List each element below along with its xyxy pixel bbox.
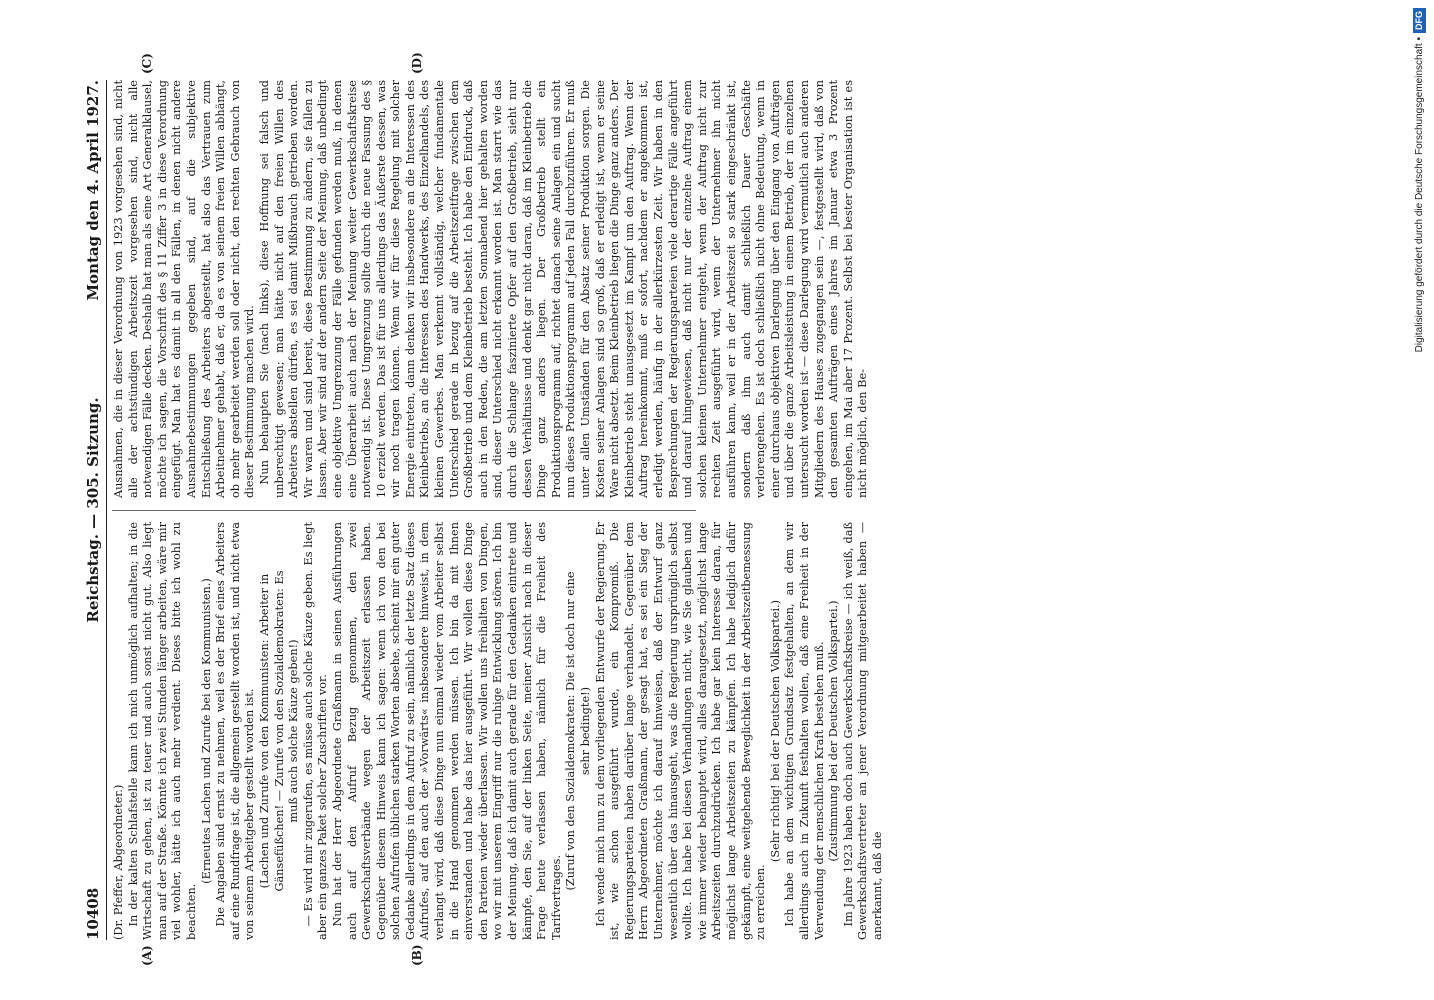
margin-marker-b: (B) (410, 944, 424, 966)
page-number: 10408 (84, 887, 102, 940)
interjection: (Sehr richtig! bei der Deutschen Volkspartei.) (768, 599, 782, 863)
dfg-credit (1410, 8, 1430, 988)
dfg-logo: DFG (1413, 8, 1426, 33)
left-column (112, 522, 884, 940)
right-column (112, 80, 870, 498)
session-title: Reichstag. — 305. Sitzung. (84, 397, 102, 623)
interjection: (Lachen und Zurufe von den Kommunisten: Arbeiter in Gänsefüßchen! — Zurufe von den Sozialdemokraten: Es muß auch solche Käuze geben!) (257, 570, 301, 892)
paragraph: Die Angaben sind ernst zu nehmen, weil es der Brief eines Arbeiters auf eine Rundfrage ist, die allgemein gestellt worden ist, und nicht etwa von seinem Arbeitgeber gestellt worden ist. (214, 522, 257, 940)
paragraph: Ich wende mich nun zu dem vorliegenden Entwurfe der Regierung. Er ist, wie schon ausgeführt wurde, ein Kompromiß. Die Regierungsparteien haben darüber lange verhandelt. Gegenüber dem Herrn Abgeordneten Graßmann, der gesagt hat, es sei ein Sieg der Unternehmer, möchte ich darauf hinweisen, daß der Entwurf ganz wesentlich über das hinausgeht, was die Regierung ursprünglich selbst wollte. Ich habe bei diesen Verhandlungen nicht, wie Sie glauben und wie immer wieder behauptet wird, alles daraugesetzt, möglichst lange Arbeitszeiten durchzudrücken. Ich habe gar kein Interesse daran, für möglichst lange Arbeitszeiten zu kämpfen. Ich habe lediglich dafür gekämpft, eine weitgehende Beweglichkeit in der Arbeitszeitbemessung zu erreichen. (593, 522, 768, 940)
paragraph: Ausnahmen, die in dieser Verordnung von 1923 vorgesehen sind, nicht alle der achtstündigen Arbeitszeit vorgesehen sind, nicht alle notwendigen Fälle decken. Deshalb hat man als eine Art Generalklausel, möchte ich sagen, die Vorschrift des § 11 Ziffer 3 in diese Verordnung eingefügt. Man hat es damit in all den Fällen, in denen nicht andere Ausnahmebestimmungen gegeben sind, auf die subjektive Entschließung des Arbeiters abgestellt, hat also das Vertrauen zum Arbeitnehmer gehabt, daß er, da es von seinem freien Willen abhängt, ob mehr gearbeitet werden soll oder nicht, den rechten Gebrauch von dieser Bestimmung machen wird. (112, 80, 257, 498)
margin-marker-a: (A) (140, 945, 154, 966)
speaker-line: (Dr. Pfeffer, Abgeordneter.) (112, 784, 125, 940)
paragraph: In der kalten Schlafstelle kann ich mich unmöglich aufhalten; in die Wirtschaft zu gehen, ist zu teuer und auch sonst nicht gut. Also liegt man auf der Straße. Könnte ich zwei Stunden länger arbeiten, wäre mir viel wohler, hätte ich auch mehr verdient. Dieses bitte ich wohl zu beachten. (126, 522, 198, 940)
credit-text: Digitalisierung gefördert durch die Deutsche Forschungsgemeinschaft • (1414, 37, 1425, 353)
session-date: Montag den 4. April 1927. (84, 80, 102, 301)
paragraph: Ich habe an dem wichtigen Grundsatz festgehalten, an dem wir allerdings auch in Zukunft festhalten wollen, daß eine Freiheit in der Verwendung der menschlichen Kraft bestehen muß. (783, 522, 826, 940)
header-rule (106, 80, 107, 940)
margin-marker-c: (C) (140, 53, 154, 74)
interjection: (Erneutes Lachen und Zurufe bei den Kommunisten.) (199, 578, 213, 884)
page-header (80, 80, 102, 940)
paragraph: Nun behaupten Sie (nach links), diese Hoffnung sei falsch und unberechtigt gewesen; man hätte nicht auf den freien Willen des Arbeiters abstellen dürfen, es sei damit Mißbrauch getrieben worden. Wir waren und sind bereit, diese Bestimmung zu ändern, sie fallen zu lassen. Aber wir sind auf der andern Seite der Meinung, daß unbedingt eine objektive Umgrenzung der Fälle gefunden werden muß, in denen eine Überarbeit auch nach der Meinung weiter Gewerkschaftskreise notwendig ist. Diese Umgrenzung sollte durch die neue Fassung des § 10 erzielt werden. Das ist für uns allerdings das Äußerste dessen, was wir noch tragen können. Wenn wir für diese Regelung mit solcher Energie eintreten, dann denken wir insbesondere an die Interessen des Kleinbetriebs, an die Interessen des Handwerks, des Einzelhandels, des kleinen Gewerbes. Man verkennt vollständig, welcher fundamentale Unterschied gerade in bezug auf die Arbeitszeitfrage zwischen dem Großbetrieb und dem Kleinbetrieb besteht. Ich habe den Eindruck, daß auch in den Reden, die am letzten Sonnabend hier gehalten worden sind, dieser Unterschied nicht erkannt worden ist. Man starrt wie das durch die Schlange faszinierte Opfer auf den Großbetrieb, sieht nur dessen Verhältnisse und denkt gar nicht daran, daß im Kleinbetrieb die Dinge ganz anders liegen. Der Großbetrieb stellt ein Produktionsprogramm auf, richtet danach seine Anlagen ein und sucht nun dieses Produktionsprogramm auf jeden Fall durchzuführen. Er muß unter allen Umständen für den Absatz seiner Produktion sorgen. Die Kosten seiner Anlagen sind so groß, daß er erledigt ist, wenn er seine Ware nicht absetzt. Beim Kleinbetrieb liegen die Dinge ganz anders. Der Kleinbetrieb steht unausgesetzt im Kampf um den Auftrag. Wenn der Auftrag hereinkommt, muß er sofort, nachdem er angekommen ist, erledigt werden, häufig in der allerkürzesten Zeit. Wir haben in den Besprechungen der Regierungsparteien viele derartige Fälle angeführt und darauf hingewiesen, daß nicht nur der einzelne Auftrag einem solchen kleinen Unternehmer entgeht, wenn der Auftrag nicht zur rechten Zeit ausgeführt wird, wenn der Unternehmer ihn nicht ausführen kann, weil er in der Arbeitszeit so stark eingeschränkt ist, sondern daß ihm auch damit schließlich Dauer Geschäfte verlorengehen. Es ist doch schließlich nicht ohne Bedeutung, wenn in einer durchaus objektiven Darlegung über den Eingang von Aufträgen und über die ganze Arbeitsleistung in einem Betrieb, der im einzelnen untersucht worden ist — diese Darlegung wird vermutlich auch anderen Mitgliedern des Hauses zugegangen sein —, festgestellt wird, daß von den gesamten Aufträgen eines Jahres im Januar etwa 3 Prozent eingehen, im Mai aber 17 Prozent. Selbst bei bester Organisation ist es nicht möglich, den Be- (257, 80, 870, 498)
margin-marker-d: (D) (410, 52, 424, 74)
paragraph: Im Jahre 1923 haben doch auch Gewerkschaftskreise — ich weiß, daß Gewerkschaftsvertreter an jener Verordnung mitgearbeitet haben — anerkannt, daß die (841, 522, 884, 940)
interjection: (Zuruf von den Sozialdemokraten: Die ist doch nur eine sehr bedingte!) (564, 571, 592, 891)
column-divider (112, 510, 696, 511)
paragraph: Nun hat der Herr Abgeordnete Graßmann in seinen Ausführungen auch auf den Aufruf Bezug genommen, den zwei Gewerkschaftsverbände wegen der Arbeitszeit erlassen haben. Gegenüber diesem Hinweis kann ich sagen: wenn ich von den bei solchen Aufrufen üblichen starken Worten absehe, scheint mir ein guter Gedanke allerdings in dem Aufruf zu sein, nämlich der letzte Satz dieses Aufrufes, auf den auch der »Vorwärts« insbesondere hinweist, in dem verlangt wird, daß diese Dinge nun einmal wieder vom Arbeiter selbst in die Hand genommen werden müssen. Ich bin da mit Ihnen einverstanden und habe das hier ausgeführt. Wir wollen diese Dinge den Parteien wieder überlassen. Wir wollen uns freihalten von Dingen, wo wir mit unserem Eingriff nur die ruhige Entwicklung stören. Ich bin der Meinung, daß ich damit auch gerade für den Gedanken eintrete und kämpfe, den Sie, auf der linken Seite, meiner Ansicht nach in dieser Frage heute verlassen haben, nämlich für die Freiheit des Tarifvertrages. (330, 522, 563, 940)
paragraph: — Es wird mir zugerufen, es müsse auch solche Käuze geben. Es liegt aber ein ganzes Paket solcher Zuschriften vor. (301, 522, 330, 940)
newspaper-page (80, 52, 884, 966)
interjection: (Zustimmung bei der Deutschen Volkspartei.) (827, 600, 841, 862)
